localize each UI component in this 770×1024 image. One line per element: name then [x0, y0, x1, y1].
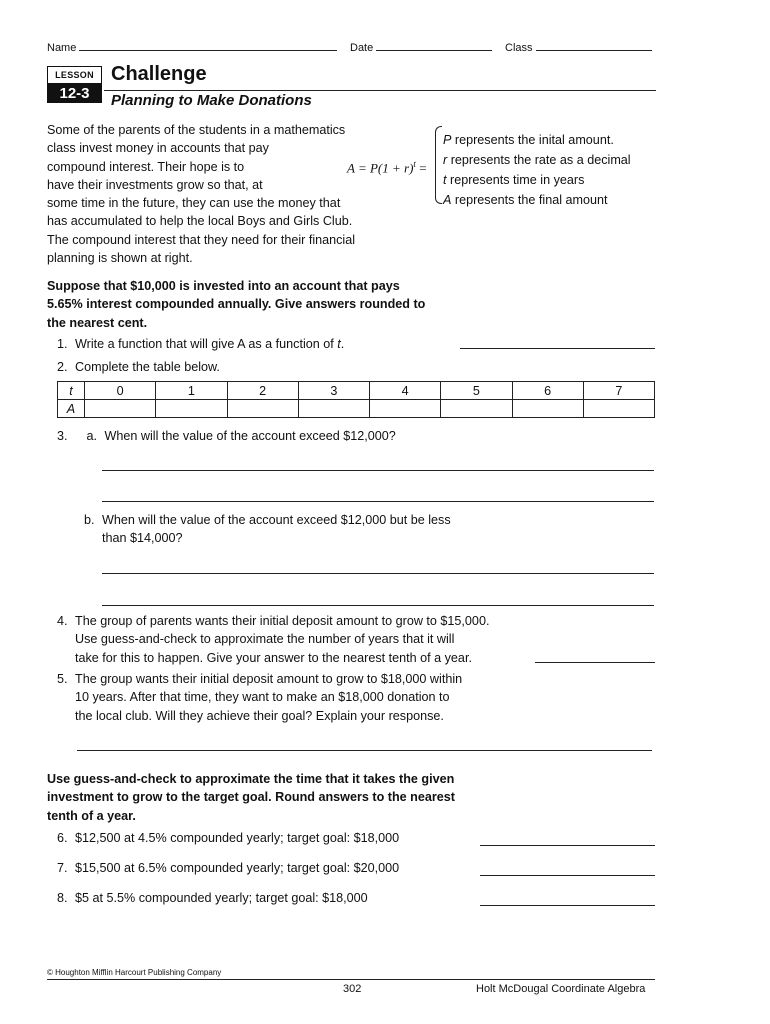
table-cell-a[interactable]: [227, 400, 298, 418]
definition-a: A represents the final amount: [443, 193, 608, 207]
question-4: 4. The group of parents wants their initial deposit amount to grow to $15,000. Use guess-and-check to approximate the number of years that it will take for this to happen. Give your answer to the nearest tenth of a year.: [57, 614, 490, 665]
name-label: Name: [47, 42, 77, 54]
footer-page-number: 302: [343, 983, 362, 995]
intro-line: The compound interest that they need for their financial: [47, 232, 356, 247]
table-cell-t: 4: [370, 382, 441, 400]
class-label: Class: [505, 42, 533, 54]
intro-line: class invest money in accounts that pay: [47, 141, 269, 156]
table-cell-t: 0: [85, 382, 156, 400]
table-cell-t: 1: [156, 382, 227, 400]
lesson-label: LESSON: [47, 66, 102, 84]
answer-line-q1[interactable]: [460, 348, 655, 349]
table-row-a: [58, 400, 655, 418]
question-1: 1. Write a function that will give A as a function of t.: [57, 337, 345, 351]
answer-line-q7[interactable]: [480, 875, 655, 876]
table-cell-t: 6: [512, 382, 583, 400]
section2-instructions: Use guess-and-check to approximate the time that it takes the given investment to grow to the target goal. Round answers to the nearest tenth of a year.: [47, 772, 455, 823]
footer-copyright: © Houghton Mifflin Harcourt Publishing Company: [47, 968, 222, 977]
table-cell-t: 7: [583, 382, 654, 400]
intro-line: planning is shown at right.: [47, 251, 193, 266]
intro-line: some time in the future, they can use the money that: [47, 196, 341, 211]
table-cell-a[interactable]: [583, 400, 654, 418]
table-header-t: t: [58, 382, 85, 400]
values-table: [57, 381, 655, 418]
compound-interest-formula: [347, 159, 427, 176]
intro-line: compound interest. Their hope is to: [47, 159, 245, 174]
intro-line: has accumulated to help the local Boys and Girls Club.: [47, 214, 353, 229]
page-subtitle: Planning to Make Donations: [111, 92, 312, 109]
question-2: 2. Complete the table below.: [57, 360, 220, 374]
definition-p: P represents the inital amount.: [443, 133, 614, 147]
table-cell-a[interactable]: [370, 400, 441, 418]
table-cell-t: 2: [227, 382, 298, 400]
question-3b: b. When will the value of the account exceed $12,000 but be less than $14,000?: [84, 513, 451, 546]
answer-line-q6[interactable]: [480, 845, 655, 846]
answer-line-q3b-2[interactable]: [102, 605, 654, 606]
formula-exponent: t: [413, 159, 416, 169]
page-title: Challenge: [111, 63, 207, 85]
table-cell-a[interactable]: [441, 400, 512, 418]
question-7: 7. $15,500 at 6.5% compounded yearly; target goal: $20,000: [57, 861, 400, 875]
class-blank[interactable]: [536, 50, 652, 51]
date-label: Date: [350, 42, 374, 54]
header-name-field: [47, 42, 337, 54]
table-row-t: [58, 382, 655, 400]
question-6: 6. $12,500 at 4.5% compounded yearly; target goal: $18,000: [57, 831, 400, 845]
variable-definitions: [443, 130, 631, 210]
question-8: 8. $5 at 5.5% compounded yearly; target goal: $18,000: [57, 891, 368, 905]
formula-main: A = P(1 + r): [347, 160, 414, 176]
answer-line-q4[interactable]: [535, 662, 655, 663]
intro-paragraph: [47, 121, 407, 267]
intro-line: have their investments grow so that, at: [47, 177, 263, 192]
section1-instructions: Suppose that $10,000 is invested into an account that pays 5.65% interest compounded annually. Give answers rounded to the nearest cent.: [47, 279, 426, 330]
table-cell-t: 5: [441, 382, 512, 400]
table-cell-a[interactable]: [298, 400, 369, 418]
table-cell-a[interactable]: [85, 400, 156, 418]
answer-line-q3a-1[interactable]: [102, 470, 654, 471]
table-cell-t: 3: [298, 382, 369, 400]
question-3a: 3. a. When will the value of the account exceed $12,000?: [57, 429, 396, 443]
answer-line-q5[interactable]: [77, 750, 652, 751]
answer-line-q3a-2[interactable]: [102, 501, 654, 502]
header-class-field: [505, 42, 652, 54]
table-cell-a[interactable]: [156, 400, 227, 418]
table-header-a: A: [58, 400, 85, 418]
definitions-brace: [435, 126, 442, 204]
footer-book-title: Holt McDougal Coordinate Algebra: [476, 983, 646, 995]
answer-line-q8[interactable]: [480, 905, 655, 906]
formula-equals: =: [419, 160, 427, 176]
lesson-number: 12-3: [47, 84, 102, 103]
table-cell-a[interactable]: [512, 400, 583, 418]
footer-rule: [47, 979, 655, 980]
definition-r: r represents the rate as a decimal: [443, 153, 631, 167]
header-date-field: [350, 42, 492, 54]
date-blank[interactable]: [376, 50, 492, 51]
definition-t: t represents time in years: [443, 173, 585, 187]
question-5: 5. The group wants their initial deposit amount to grow to $18,000 within 10 years. After that time, they want to make an $18,000 donation to the local club. Will they achieve their goal? Explain your response.: [57, 672, 463, 723]
title-rule: [104, 90, 656, 91]
intro-line: Some of the parents of the students in a mathematics: [47, 123, 346, 137]
answer-line-q3b-1[interactable]: [102, 573, 654, 574]
name-blank[interactable]: [79, 50, 337, 51]
